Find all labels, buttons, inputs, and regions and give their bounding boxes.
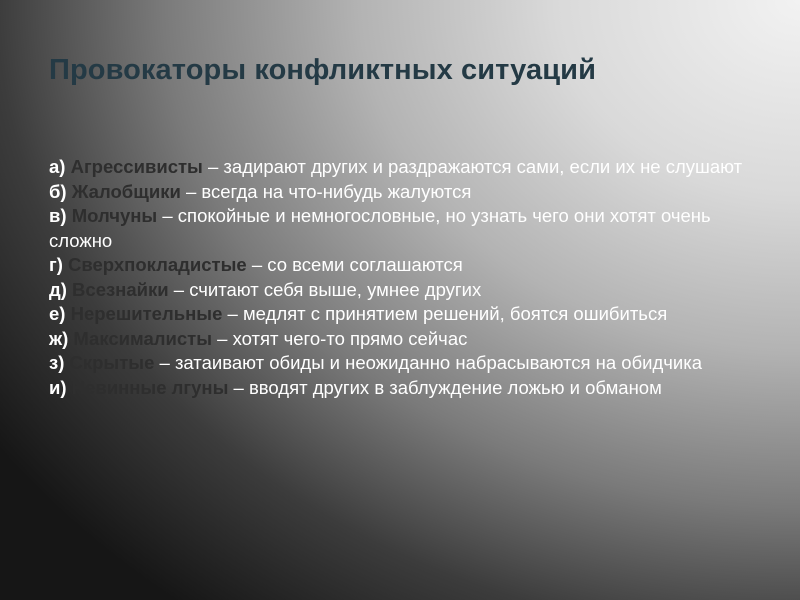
slide-title: Провокаторы конфликтных ситуаций: [49, 54, 597, 86]
item-letter: ж): [49, 327, 69, 349]
item-letter: в): [49, 205, 67, 226]
item-term: Агрессивисты: [70, 156, 203, 177]
list-item: [49, 180, 759, 205]
item-letter: г): [49, 254, 63, 275]
item-term: Жалобщики: [71, 180, 181, 202]
item-description: – медлят с принятием решений, боятся ошибиться: [227, 303, 668, 324]
item-letter: и): [49, 376, 67, 398]
item-term: Всезнайки: [72, 278, 169, 300]
item-term: Молчуны: [71, 205, 158, 226]
item-term: Невинные лгуны: [71, 376, 229, 398]
list-item: [49, 253, 759, 278]
item-description: – вводят других в заблуждение ложью и обманом: [233, 376, 662, 398]
list-item: [49, 155, 759, 180]
list-item: [49, 278, 759, 303]
item-description: – задирают других и раздражаются сами, если их не слушают: [208, 156, 743, 177]
item-letter: б): [49, 180, 67, 202]
list-item: [49, 351, 759, 376]
item-letter: д): [49, 278, 67, 300]
provocateur-list: [49, 155, 759, 400]
item-term: Сверхпокладистые: [68, 254, 247, 275]
list-item: [49, 204, 759, 253]
item-letter: е): [49, 303, 66, 324]
item-description: – затаивают обиды и неожиданно набрасываются на обидчика: [159, 352, 703, 373]
item-term: Скрытые: [69, 352, 155, 373]
list-item: [49, 302, 759, 327]
item-letter: з): [49, 352, 65, 373]
item-letter: а): [49, 156, 66, 177]
item-description: – со всеми соглашаются: [251, 254, 463, 275]
item-description: – хотят чего-то прямо сейчас: [217, 327, 468, 349]
item-term: Максималисты: [73, 327, 213, 349]
item-term: Нерешительные: [70, 303, 223, 324]
list-item: [49, 376, 759, 401]
list-item: [49, 327, 759, 352]
item-description: – спокойные и немногословные, но узнать чего они хотят очень сложно: [49, 205, 711, 251]
item-description: – всегда на что-нибудь жалуются: [185, 180, 472, 202]
item-description: – считают себя выше, умнее других: [173, 278, 482, 300]
